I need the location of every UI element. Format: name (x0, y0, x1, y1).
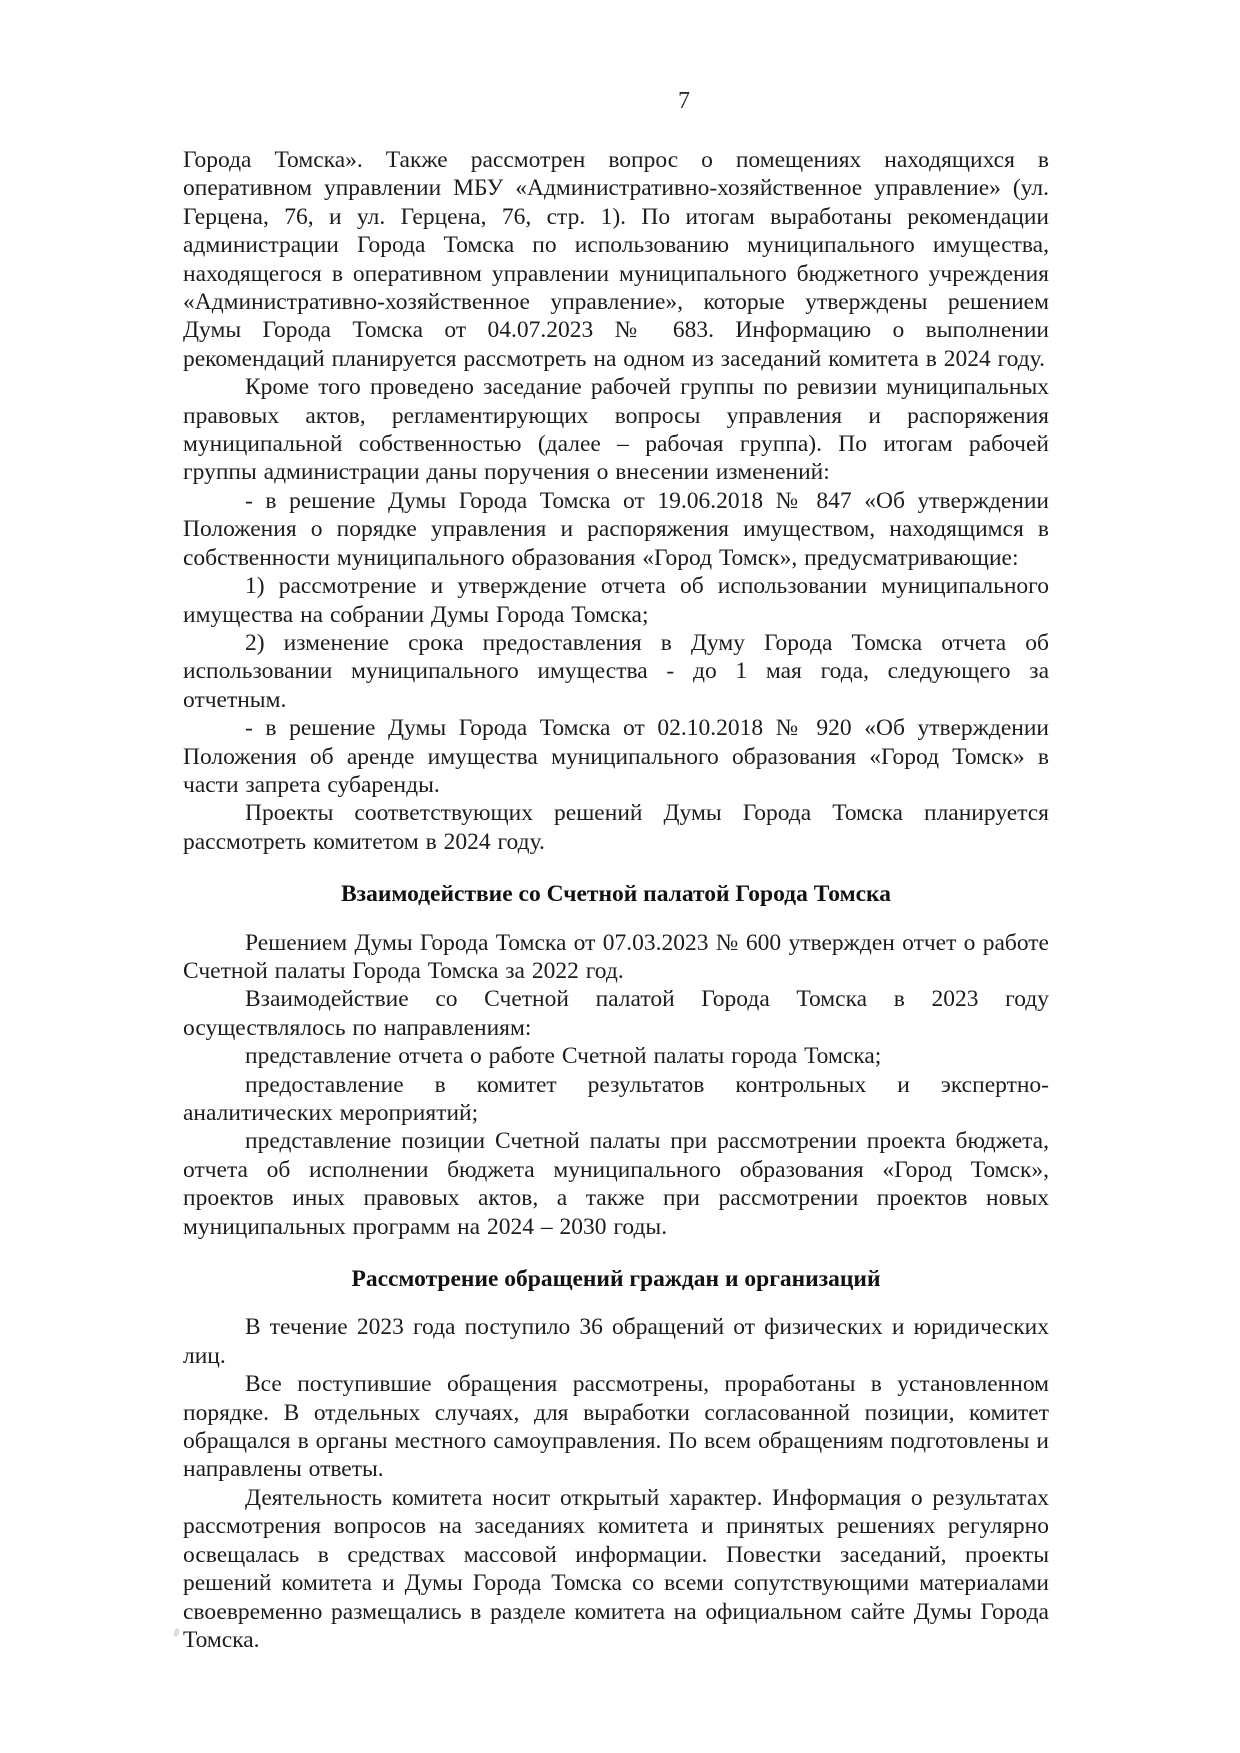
body-paragraph: В течение 2023 года поступило 36 обращений от физических и юридических лиц. (183, 1314, 1049, 1369)
scan-artifact (173, 1627, 181, 1637)
body-paragraph: Города Томска». Также рассмотрен вопрос о помещениях находящихся в оперативном управлении МБУ «Административно-хозяйственное управление» (ул. Герцена, 76, и ул. Герцена, 76, стр. 1). По итогам выработаны рекомендации администрации Города Томска по использованию муниципального имущества, находящегося в оперативном управлении муниципального бюджетного учреждения «Административно-хозяйственное управление», которые утверждены решением Думы Города Томска от 04.07.2023 № 683. Информацию о выполнении рекомендаций планируется рассмотреть на одном из заседаний комитета в 2024 году. (183, 147, 1049, 372)
body-paragraph: Решением Думы Города Томска от 07.03.2023 № 600 утвержден отчет о работе Счетной палаты Города Томска за 2022 год. (183, 929, 1049, 984)
body-paragraph: - в решение Думы Города Томска от 19.06.2018 № 847 «Об утверждении Положения о порядке управления и распоряжения имуществом, находящимся в собственности муниципального образования «Город Томск», предусматривающие: (183, 487, 1049, 571)
page-number: 7 (678, 88, 690, 114)
body-paragraph: представление позиции Счетной палаты при рассмотрении проекта бюджета, отчета об исполнении бюджета муниципального образования «Город Томск», проектов иных правовых актов, а также при рассмотрении проектов новых муниципальных программ на 2024 – 2030 годы. (183, 1128, 1049, 1240)
section-heading-schetnaya-palata: Взаимодействие со Счетной палатой Города Томска (340, 881, 891, 908)
section-heading-obrashcheniya: Рассмотрение обращений граждан и организаций (351, 1266, 881, 1293)
body-paragraph: Проекты соответствующих решений Думы Города Томска планируется рассмотреть комитетом в 2024 году. (183, 800, 1049, 855)
body-paragraph: Кроме того проведено заседание рабочей группы по ревизии муниципальных правовых актов, регламентирующих вопросы управления и распоряжения муниципальной собственностью (далее – рабочая группа). По итогам рабочей группы администрации даны поручения о внесении изменений: (183, 374, 1049, 486)
body-paragraph: 1) рассмотрение и утверждение отчета об использовании муниципального имущества на собрании Думы Города Томска; (183, 573, 1049, 628)
body-paragraph: Взаимодействие со Счетной палатой Города Томска в 2023 году осуществлялось по направлениям: (183, 986, 1049, 1041)
body-paragraph: Все поступившие обращения рассмотрены, проработаны в установленном порядке. В отдельных случаях, для выработки согласованной позиции, комитет обращался в органы местного самоуправления. По всем обращениям подготовлены и направлены ответы. (183, 1371, 1049, 1483)
body-paragraph: Деятельность комитета носит открытый характер. Информация о результатах рассмотрения вопросов на заседаниях комитета и принятых решениях регулярно освещалась в средствах массовой информации. Повестки заседаний, проекты решений комитета и Думы Города Томска со всеми сопутствующими материалами своевременно размещались в разделе комитета на официальном сайте Думы Города Томска. (183, 1484, 1049, 1653)
body-paragraph: представление отчета о работе Счетной палаты города Томска; (245, 1043, 882, 1070)
body-paragraph: 2) изменение срока предоставления в Думу Города Томска отчета об использовании муниципального имущества - до 1 мая года, следующего за отчетным. (183, 629, 1049, 713)
body-paragraph: - в решение Думы Города Томска от 02.10.2018 № 920 «Об утверждении Положения об аренде имущества муниципального образования «Город Томск» в части запрета субаренды. (183, 715, 1049, 798)
document-body (183, 146, 1049, 1654)
body-paragraph: предоставление в комитет результатов контрольных и экспертно-аналитических мероприятий; (183, 1071, 1049, 1126)
